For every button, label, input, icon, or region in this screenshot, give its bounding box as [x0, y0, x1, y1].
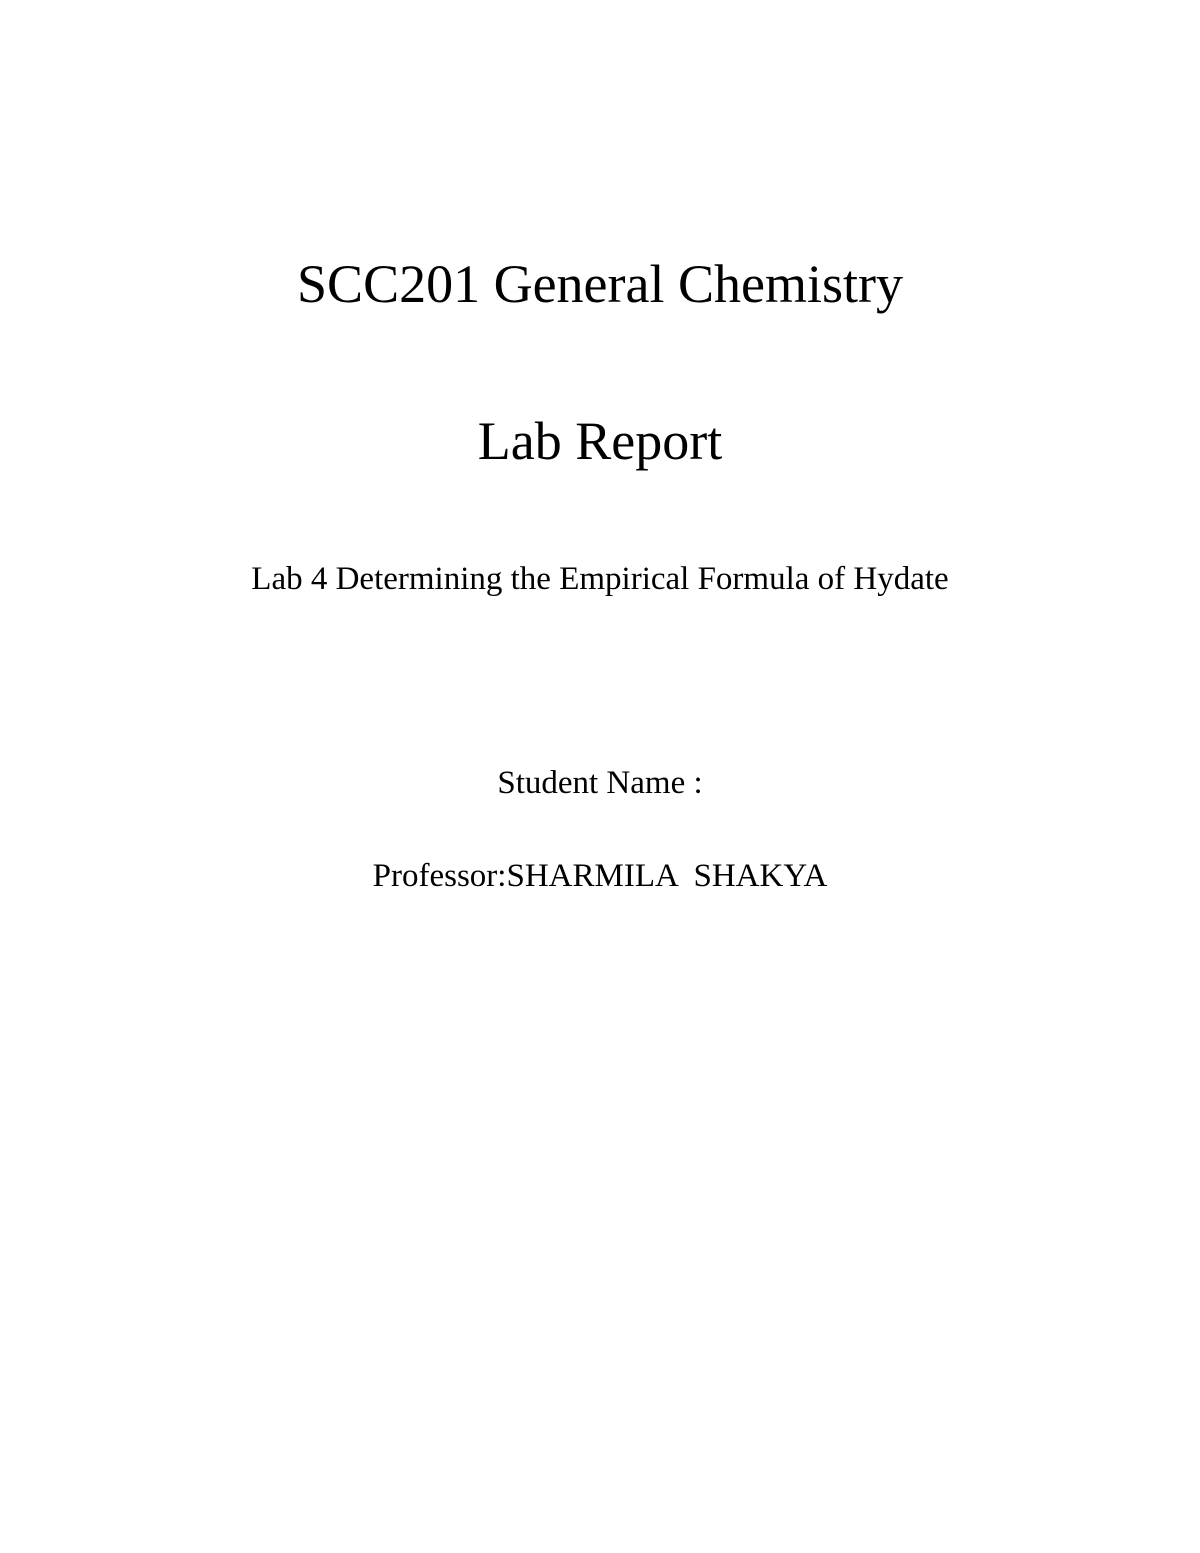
lab-subtitle: Lab 4 Determining the Empirical Formula of Hydate — [251, 561, 949, 597]
student-name-label: Student Name : — [497, 765, 703, 801]
report-title: Lab Report — [477, 411, 723, 471]
professor-line: Professor:SHARMILA SHAKYA — [372, 858, 828, 894]
course-title: SCC201 General Chemistry — [297, 254, 903, 314]
